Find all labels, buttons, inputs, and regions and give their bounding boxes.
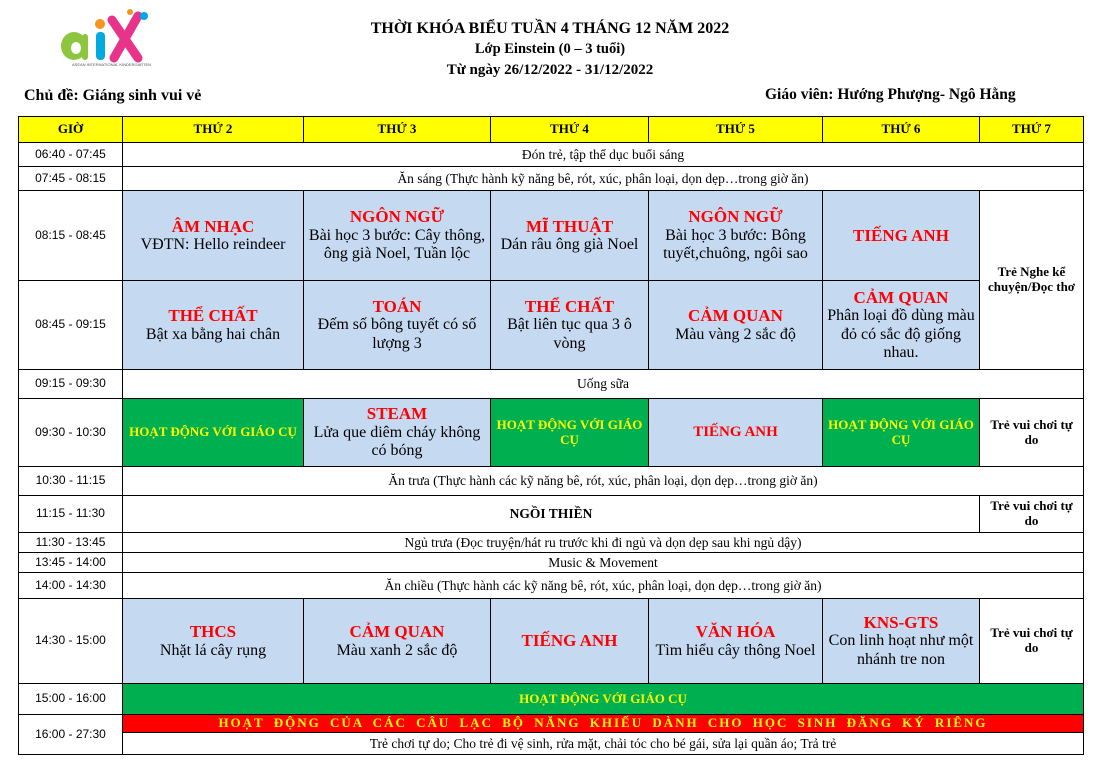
- lesson-cell: HOẠT ĐỘNG VỚI GIÁO CỤ: [123, 399, 304, 467]
- subject-label: NGÔN NGỮ: [349, 207, 445, 227]
- page-title: THỜI KHÓA BIỂU TUẦN 4 THÁNG 12 NĂM 2022: [370, 20, 730, 37]
- table-row: [19, 399, 1084, 467]
- lesson-desc: Con linh hoạt như một nhánh tre non: [828, 632, 974, 668]
- lesson-cell: [491, 281, 649, 370]
- lesson-desc: Tìm hiểu cây thông Noel: [655, 641, 816, 659]
- lesson-cell: HOẠT ĐỘNG VỚI GIÁO CỤ: [823, 399, 980, 467]
- saturday-cell: Trẻ vui chơi tự do: [980, 399, 1084, 467]
- activity-cell: NGỒI THIỀN: [123, 496, 980, 533]
- saturday-cell: Trẻ Nghe kể chuyện/Đọc thơ: [980, 191, 1084, 370]
- time-cell: 14:30 - 15:00: [19, 599, 123, 684]
- date-range: Từ ngày 26/12/2022 - 31/12/2022: [446, 62, 654, 78]
- lesson-desc: Dán râu ông già Noel: [500, 236, 639, 254]
- table-row: [19, 281, 1084, 370]
- table-row: [19, 496, 1084, 533]
- lesson-cell: [304, 399, 491, 467]
- lesson-desc: Bài học 3 bước: Cây thông, ông già Noel, Tuần lộc: [308, 226, 486, 263]
- lesson-desc: VĐTN: Hello reindeer: [140, 236, 286, 254]
- time-cell: 08:15 - 08:45: [19, 191, 123, 281]
- activity-cell: HOẠT ĐỘNG VỚI GIÁO CỤ: [123, 684, 1084, 715]
- col-fri: THỨ 6: [823, 117, 980, 143]
- subject-label: THCS: [189, 622, 237, 642]
- lesson-desc: Phân loại đồ dùng màu đỏ có sắc độ giống nhau.: [827, 307, 975, 361]
- lesson-cell: [823, 191, 980, 281]
- activity-cell: Trẻ chơi tự do; Cho trẻ đi vệ sinh, rửa mặt, chải tóc cho bé gái, sửa lại quần áo; Trả trẻ: [123, 733, 1084, 755]
- time-cell: 16:00 - 27:30: [19, 715, 123, 755]
- time-cell: 07:45 - 08:15: [19, 167, 123, 191]
- lesson-cell: [649, 191, 823, 281]
- table-row: [19, 370, 1084, 399]
- lesson-desc: Màu vàng 2 sắc độ: [675, 325, 796, 343]
- school-logo: [52, 6, 156, 68]
- lesson-cell: [649, 399, 823, 467]
- table-row: [19, 167, 1084, 191]
- time-cell: 09:15 - 09:30: [19, 370, 123, 399]
- time-cell: 13:45 - 14:00: [19, 553, 123, 573]
- activity-cell: Đón trẻ, tập thể dục buổi sáng: [123, 143, 1084, 167]
- lesson-cell: [491, 599, 649, 684]
- subject-label: THỂ CHẤT: [524, 296, 615, 316]
- activity-cell: Music & Movement: [123, 553, 1084, 573]
- lesson-cell: [649, 599, 823, 684]
- saturday-cell: Trẻ vui chơi tự do: [980, 496, 1084, 533]
- lesson-cell: HOẠT ĐỘNG VỚI GIÁO CỤ: [491, 399, 649, 467]
- subject-label: VĂN HÓA: [695, 622, 776, 642]
- lesson-desc: Màu xanh 2 sắc độ: [336, 641, 458, 659]
- table-row: [19, 191, 1084, 281]
- table-row: [19, 684, 1084, 715]
- time-cell: 08:45 - 09:15: [19, 281, 123, 370]
- time-cell: 11:15 - 11:30: [19, 496, 123, 533]
- saturday-cell: Trẻ vui chơi tự do: [980, 599, 1084, 684]
- subject-label: CẢM QUAN: [688, 306, 783, 326]
- time-cell: 11:30 - 13:45: [19, 533, 123, 553]
- lesson-cell: [304, 281, 491, 370]
- header-row: [19, 117, 1084, 143]
- activity-cell: Ăn sáng (Thực hành kỹ năng bê, rót, xúc, phân loại, dọn dẹp…trong giờ ăn): [123, 167, 1084, 191]
- subject-label: TOÁN: [372, 296, 422, 316]
- topic-label: Chủ đề: Giáng sinh vui vẻ: [24, 87, 202, 104]
- time-cell: 09:30 - 10:30: [19, 399, 123, 467]
- table-row: [19, 599, 1084, 684]
- lesson-desc: Bài học 3 bước: Bông tuyết,chuông, ngôi sao: [663, 226, 808, 263]
- subject-label: STEAM: [366, 404, 428, 424]
- col-mon: THỨ 2: [123, 117, 304, 143]
- lesson-cell: [123, 191, 304, 281]
- time-cell: 10:30 - 11:15: [19, 467, 123, 496]
- table-row: [19, 467, 1084, 496]
- table-row: [19, 733, 1084, 755]
- lesson-desc: Đếm số bông tuyết có số lượng 3: [317, 316, 477, 352]
- time-cell: 15:00 - 16:00: [19, 684, 123, 715]
- subject-label: TIẾNG ANH: [853, 225, 949, 245]
- subject-label: KNS-GTS: [863, 612, 939, 632]
- subject-label: ÂM NHẠC: [171, 216, 255, 236]
- subject-label: THỂ CHẤT: [168, 306, 258, 326]
- col-sat: THỨ 7: [980, 117, 1084, 143]
- lesson-cell: [123, 599, 304, 684]
- col-wed: THỨ 4: [491, 117, 649, 143]
- lesson-cell: [304, 599, 491, 684]
- lesson-cell: [649, 281, 823, 370]
- subject-label: CẢM QUAN: [349, 622, 445, 642]
- activity-cell: Ăn trưa (Thực hành các kỹ năng bê, rót, xúc, phân loại, dọn dẹp…trong giờ ăn): [123, 467, 1084, 496]
- lesson-cell: [823, 281, 980, 370]
- lesson-desc: Bật liên tục qua 3 ô vòng: [507, 316, 632, 352]
- lesson-cell: [823, 599, 980, 684]
- lesson-desc: Nhặt lá cây rụng: [159, 641, 267, 659]
- table-row: [19, 715, 1084, 733]
- time-cell: 14:00 - 14:30: [19, 573, 123, 599]
- activity-cell: Uống sữa: [123, 370, 1084, 399]
- activity-cell: Ăn chiều (Thực hành các kỹ năng bê, rót, xúc, phân loại, dọn dẹp…trong giờ ăn): [123, 573, 1084, 599]
- class-line: Lớp Einstein (0 – 3 tuổi): [474, 41, 626, 57]
- lesson-cell: [491, 191, 649, 281]
- lesson-desc: Lửa que diêm cháy không có bóng: [313, 423, 481, 460]
- timetable: [18, 116, 1084, 755]
- col-thu: THỨ 5: [649, 117, 823, 143]
- lesson-cell: [304, 191, 491, 281]
- logo-caption: ASEAN INTERNATIONAL KINDERGARTEN: [72, 62, 152, 67]
- table-row: [19, 533, 1084, 553]
- subject-label: MĨ THUẬT: [525, 216, 614, 236]
- lesson-cell: [123, 281, 304, 370]
- activity-cell: Ngủ trưa (Đọc truyện/hát ru trước khi đi ngủ và dọn dẹp sau khi ngủ dậy): [123, 533, 1084, 553]
- teacher-label: Giáo viên: Hướng Phượng- Ngô Hằng: [765, 86, 1016, 103]
- time-cell: 06:40 - 07:45: [19, 143, 123, 167]
- table-row: [19, 143, 1084, 167]
- table-row: [19, 573, 1084, 599]
- lesson-desc: Bật xa bằng hai chân: [145, 325, 281, 343]
- subject-label: NGÔN NGỮ: [688, 207, 783, 227]
- table-row: [19, 553, 1084, 573]
- subject-label: TIẾNG ANH: [521, 631, 618, 651]
- col-tue: THỨ 3: [304, 117, 491, 143]
- subject-label: TIẾNG ANH: [693, 424, 778, 441]
- subject-label: CẢM QUAN: [853, 287, 949, 307]
- col-time: GIỜ: [19, 117, 123, 143]
- club-banner: HOẠT ĐỘNG CỦA CÁC CÂU LẠC BỘ NĂNG KHIẾU DÀNH CHO HỌC SINH ĐĂNG KÝ RIÊNG: [123, 715, 1084, 733]
